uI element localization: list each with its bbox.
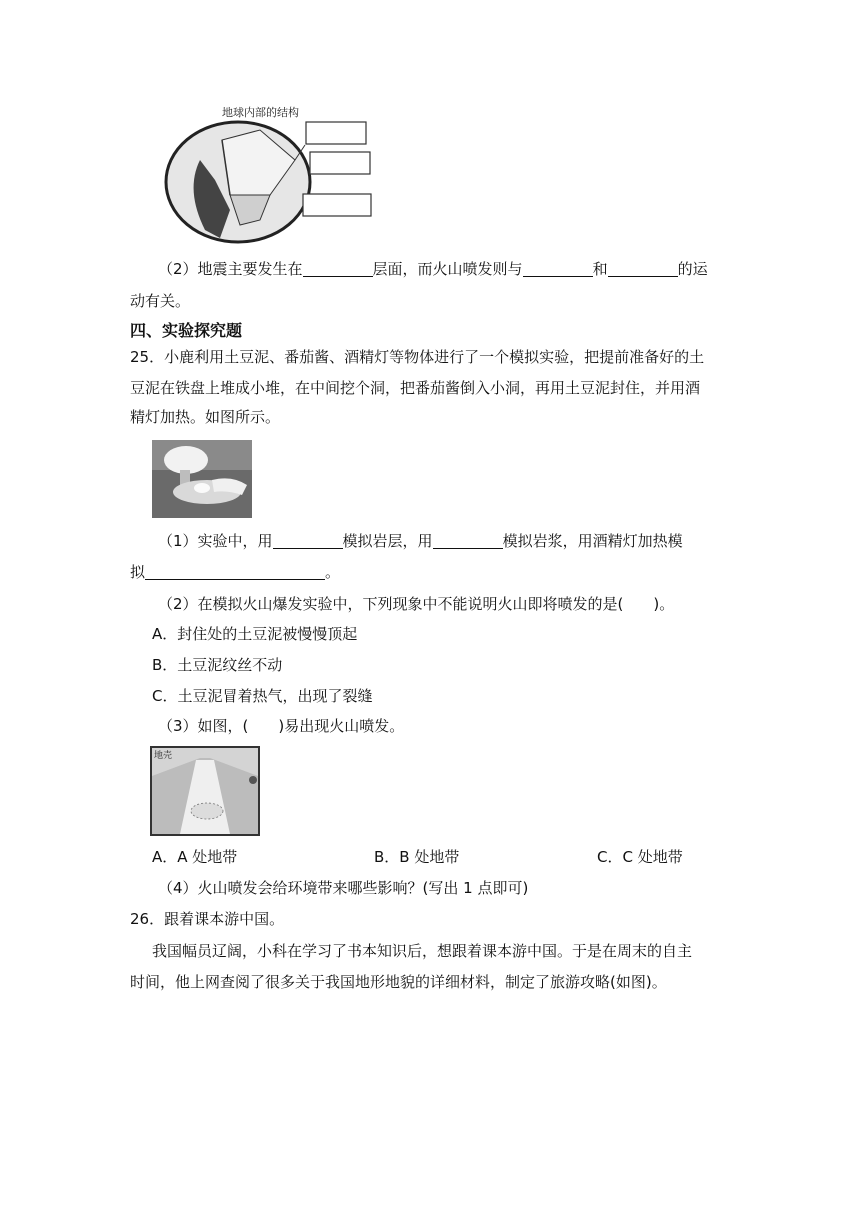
- q24-part2-line2: 动有关。: [130, 292, 191, 310]
- answer-blank[interactable]: [273, 532, 343, 549]
- option-c[interactable]: C．土豆泥冒着热气，出现了裂缝: [152, 687, 373, 705]
- label-box-2: [310, 152, 370, 174]
- q25-part3-question: （3）如图，( )易出现火山喷发。: [158, 717, 405, 735]
- answer-blank[interactable]: [608, 260, 678, 277]
- option-b[interactable]: B．土豆泥纹丝不动: [152, 656, 283, 674]
- label-box-1: [306, 122, 366, 144]
- answer-blank[interactable]: [433, 532, 503, 549]
- q26-text-line2: 时间，他上网查阅了很多关于我国地形地貌的详细材料，制定了旅游攻略(如图)。: [130, 973, 667, 991]
- q25-stem-line1: 25．小鹿利用土豆泥、番茄酱、酒精灯等物体进行了一个模拟实验，把提前准备好的土: [130, 348, 705, 366]
- q26-stem: 26．跟着课本游中国。: [130, 910, 285, 928]
- q25-part1-line1: （1）实验中，用 模拟岩层，用 模拟岩浆，用酒精灯加热模: [158, 532, 683, 550]
- q25-stem-line2: 豆泥在铁盘上堆成小堆，在中间挖个洞，把番茄酱倒入小洞，再用土豆泥封住，并用酒: [130, 379, 701, 397]
- volcano-crosssection-figure: [150, 746, 260, 836]
- q25-part2-question: （2）在模拟火山爆发实验中，下列现象中不能说明火山即将喷发的是( )。: [158, 595, 675, 613]
- answer-blank[interactable]: [523, 260, 593, 277]
- q25-part1-line2: 拟 。: [130, 563, 341, 581]
- experiment-photo: [152, 440, 252, 518]
- option-a[interactable]: A．封住处的土豆泥被慢慢顶起: [152, 625, 358, 643]
- crust-label: 地壳: [154, 751, 173, 761]
- answer-blank[interactable]: [145, 563, 325, 580]
- q26-text-line1: 我国幅员辽阔，小科在学习了书本知识后，想跟着课本游中国。于是在周末的自主: [152, 942, 693, 960]
- section-title: 四、实验探究题: [130, 321, 243, 340]
- option-c[interactable]: C．C 处地带: [597, 848, 683, 866]
- q25-stem-line3: 精灯加热。如图所示。: [130, 408, 281, 426]
- option-b[interactable]: B．B 处地带: [374, 848, 460, 866]
- q24-part2-line1: （2）地震主要发生在 层面，而火山喷发则与 和 的运: [158, 260, 708, 278]
- earth-structure-figure: [160, 100, 385, 245]
- answer-blank[interactable]: [303, 260, 373, 277]
- figure-caption: 地球内部的结构: [222, 106, 299, 119]
- option-a[interactable]: A．A 处地带: [152, 848, 238, 866]
- label-box-3: [303, 194, 371, 216]
- q25-part4-question: （4）火山喷发会给环境带来哪些影响？(写出 1 点即可): [158, 879, 529, 897]
